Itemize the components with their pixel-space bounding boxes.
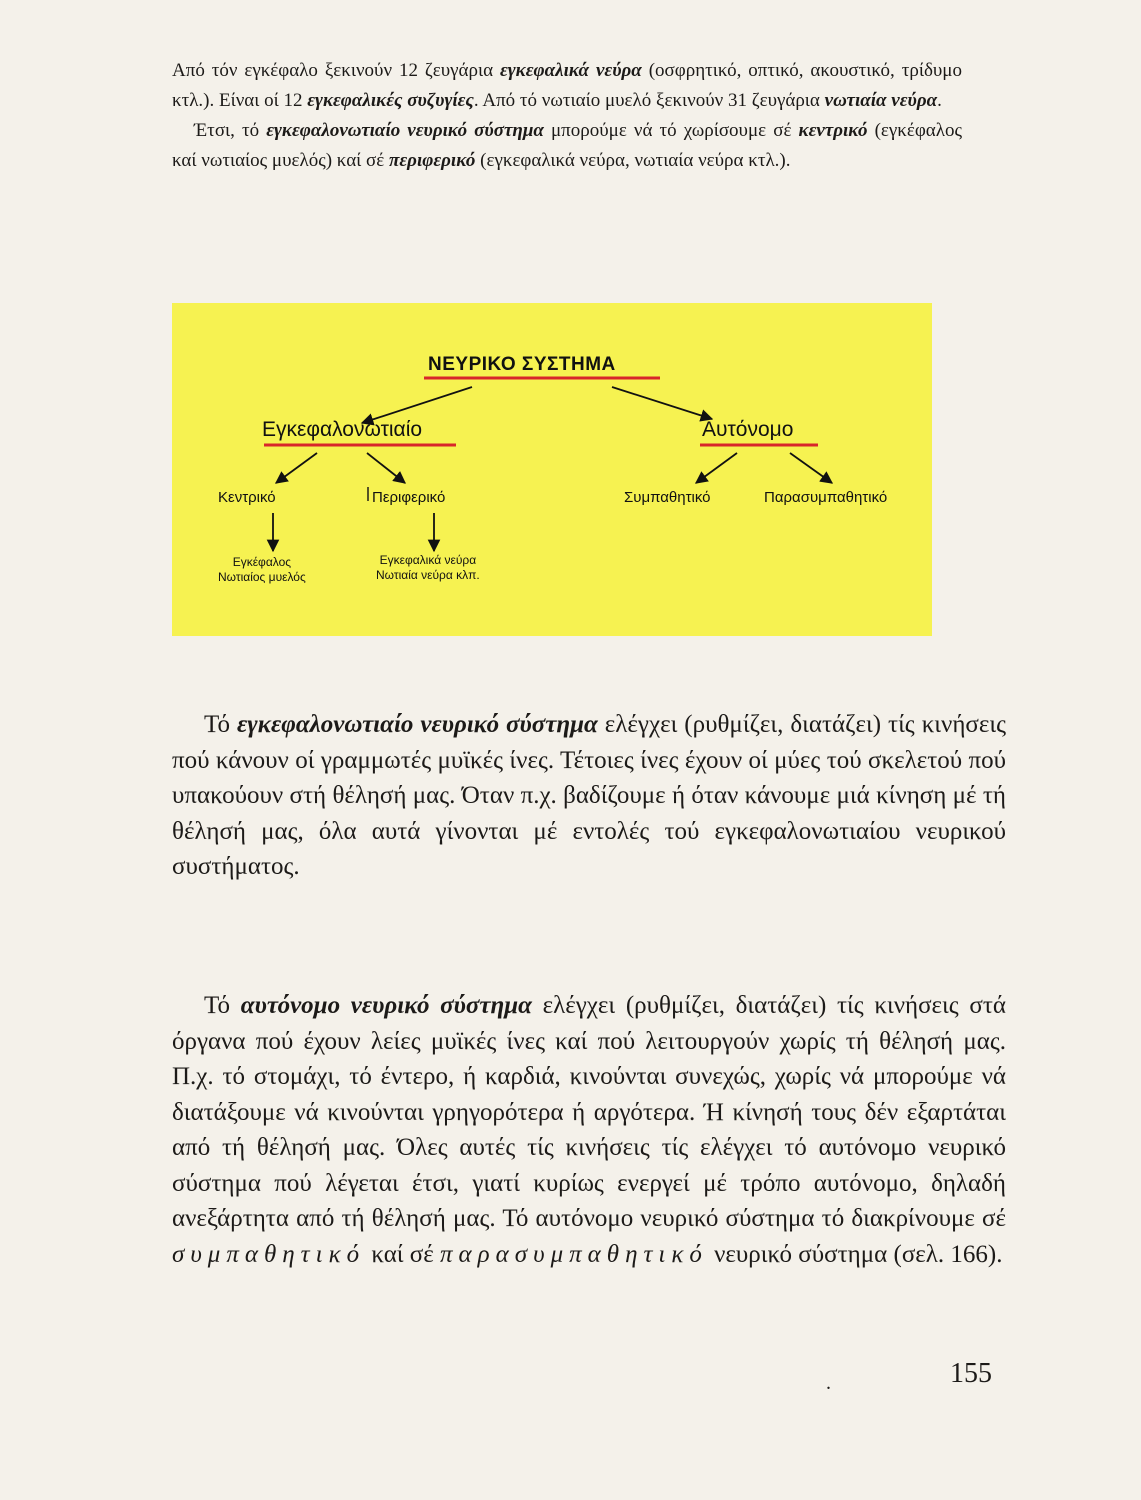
leaf-spinal-nerves: Νωτιαία νεύρα κλπ. bbox=[376, 568, 480, 582]
arrow-right-sympathetic bbox=[696, 453, 737, 483]
body.p1-run: ελέγχει (ρυθμίζει, διατάζει) τίς κινήσεις πού κάνουν οί γραμμωτές μυϊκές ίνες. Τέτοιες ίνες έχουν οί μύες τού σκελετού πού υπακούουν στή θέλησή μας. Όταν π.χ. βαδίζουμε ή όταν κάνουμε μιά κίνηση μέ τή θέλησή μας, όλα αυτά γίνονται μέ εντολές τού εγκεφαλονωτιαίου νευρικού συστήματος. bbox=[172, 711, 1006, 880]
intro-paragraph-1 bbox=[172, 56, 962, 116]
leaf-spinal-cord: Νωτιαίος μυελός bbox=[218, 570, 306, 584]
body-paragraph-2 bbox=[172, 988, 1006, 1272]
leaf-cranial-nerves: Εγκεφαλικά νεύρα bbox=[379, 553, 477, 567]
intro.p2-run: Έτσι, τό bbox=[194, 120, 267, 141]
body-paragraph-autonomic bbox=[172, 988, 1006, 1272]
intro.p1-run: εγκεφαλικά νεύρα bbox=[499, 60, 642, 81]
diagram-peripheral-label: Περιφερικό bbox=[372, 489, 446, 506]
diagram-peripheral-leaf bbox=[376, 553, 480, 583]
body.p2-run: Τό bbox=[204, 992, 241, 1019]
arrow-right-parasympathetic bbox=[790, 453, 832, 483]
diagram-root-label: ΝΕΥΡΙΚΟ ΣΥΣΤΗΜΑ bbox=[428, 354, 616, 375]
intro.p1-run: εγκεφαλικές συζυγίες bbox=[307, 90, 474, 111]
intro.p2-run: (εγκέφαλος καί νωτιαίος μυελός) καί σέ bbox=[172, 120, 962, 171]
intro.p2-run: (εγκεφαλικά νεύρα, νωτιαία νεύρα κτλ.). bbox=[475, 150, 791, 171]
body-paragraph-craniospinal bbox=[172, 707, 1006, 885]
intro.p2-run: περιφερικό bbox=[389, 150, 476, 171]
intro.p2-run: μπορούμε νά τό χωρίσουμε σέ bbox=[543, 120, 799, 141]
diagram-central-leaf bbox=[218, 555, 306, 585]
diagram-autonomic-label: Αυτόνομο bbox=[702, 418, 794, 441]
body.p1-run: Τό bbox=[204, 711, 238, 738]
intro-text bbox=[172, 56, 962, 176]
intro.p1-run: . Από τό νωτιαίο μυελό ξεκινούν 31 ζευγάρια bbox=[473, 90, 825, 111]
body.p2-run: νευρικό σύστημα (σελ. 166). bbox=[707, 1240, 1003, 1268]
intro.p1-run: νωτιαία νεύρα bbox=[824, 90, 938, 111]
body.p2-run: ελέγχει (ρυθμίζει, διατάζει) τίς κινήσεις στά όργανα πού έχουν λείες μυϊκές ίνες καί πού λειτουργούν χωρίς τή θέλησή μας. Π.χ. τό στομάχι, τό έντερο, ή καρδιά, κινούνται συνεχώς, χωρίς νά μπορούμε νά διατάξουμε νά κινούνται γρηγορότερα ή αργότερα. Ή κίνησή τους δέν εξαρτάται από τή θέλησή μας. Όλες αυτές τίς κινήσεις τίς ελέγχει τό αυτόνομο νευρικό σύστημα πού λέγεται έτσι, γιατί κυρίως ενεργεί μέ τρόπο αυτόνομο, δηλαδή ανεξάρτητα από τή θέλησή μας. Τό αυτόνομο νευρικό σύστημα τό διακρίνουμε σέ bbox=[172, 992, 1006, 1232]
diagram-central-label: Κεντρικό bbox=[218, 489, 276, 506]
intro.p2-run: εγκεφαλονωτιαίο νευρικό σύστημα bbox=[266, 120, 544, 141]
intro.p1-run: . bbox=[937, 90, 942, 111]
diagram-connectors bbox=[172, 303, 932, 636]
page-number: 155 bbox=[950, 1358, 992, 1389]
intro.p1-run: Από τόν εγκέφαλο ξεκινούν 12 ζευγάρια bbox=[172, 60, 500, 81]
arrow-root-right bbox=[612, 387, 712, 419]
body.p1-run: εγκεφαλονωτιαίο νευρικό σύστημα bbox=[237, 711, 598, 738]
intro.p2-run: κεντρικό bbox=[798, 120, 868, 141]
body.p2-run: συμπαθητικό bbox=[172, 1240, 366, 1268]
diagram-craniospinal-label: Εγκεφαλονωτιαίο bbox=[262, 418, 423, 441]
intro.p1-run: (οσφρητικό, οπτικό, ακουστικό, τρίδυμο κτλ.). Είναι οί 12 bbox=[172, 60, 962, 111]
stray-mark: . bbox=[826, 1372, 831, 1394]
body-paragraph-1 bbox=[172, 707, 1006, 885]
arrow-left-peripheral bbox=[367, 453, 405, 483]
body.p2-run: παρασυμπαθητικό bbox=[440, 1240, 708, 1268]
body.p2-run: καί σέ bbox=[365, 1240, 441, 1268]
nervous-system-diagram bbox=[172, 303, 932, 636]
diagram-parasympathetic-label: Παρασυμπαθητικό bbox=[764, 489, 888, 506]
leaf-brain: Εγκέφαλος bbox=[232, 555, 292, 569]
intro-paragraph-2 bbox=[172, 116, 962, 176]
arrow-left-central bbox=[276, 453, 317, 483]
body.p2-run: αυτόνομο νευρικό σύστημα bbox=[240, 992, 532, 1019]
diagram-sympathetic-label: Συμπαθητικό bbox=[624, 489, 711, 506]
